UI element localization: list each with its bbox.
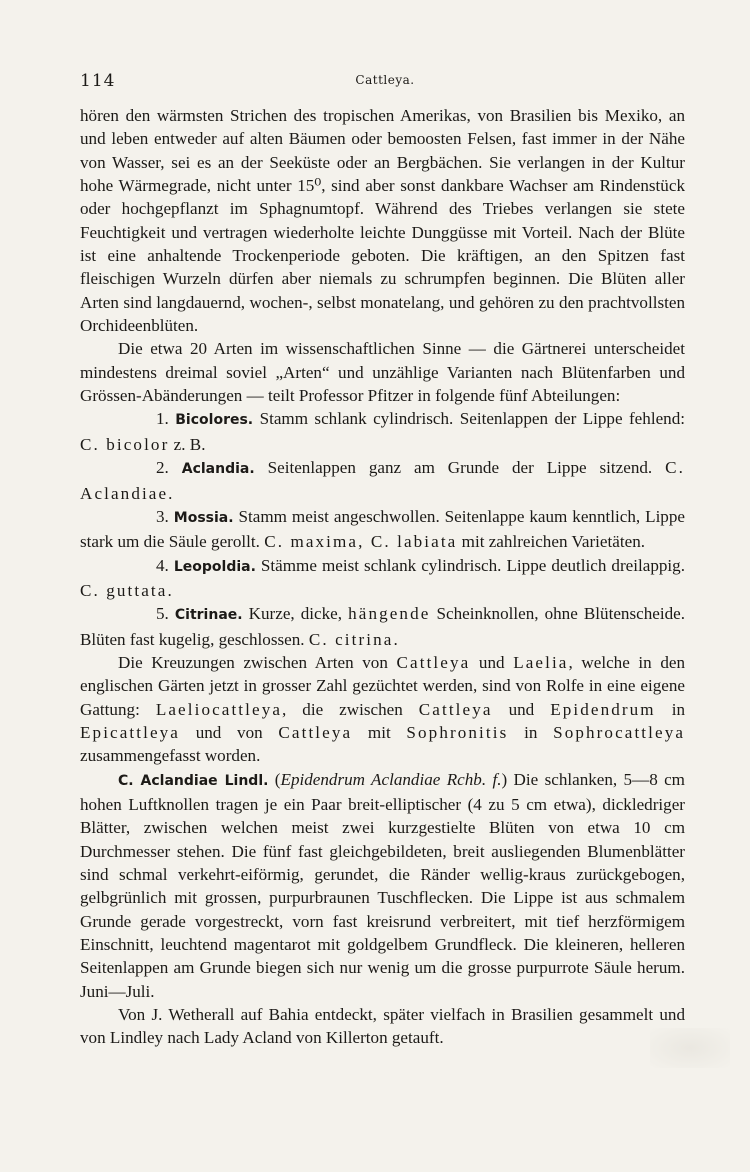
section-species: C. bicolor [80,434,170,454]
page-number: 114 [80,71,116,91]
genus-name: Sophronitis [406,722,509,742]
section-item [80,554,685,603]
section-item [80,505,685,554]
paragraph-climate: hören den wärmsten Strichen des tropischen Amerikas, von Brasilien bis Mexiko, an und leben entweder auf alten Bäumen oder bemoosten Felsen, fast immer in der Nähe von Wasser, sei es an der Seeküste oder an Bergbächen. Sie verlangen in der Kultur hohe Wärmegrade, nicht unter 15⁰, sind aber sonst dankbare Wachser am Rindenstück oder hochgepflanzt im Sphagnumtopf. Während des Triebes verlangen sie stete Feuchtigkeit und vertragen wiederholte leichte Dunggüsse mit Vorteil. Nach der Blüte ist eine anhaltende Trockenperiode geboten. Die kräftigen, an den Spitzen fast fleischigen Wurzeln dürfen aber niemals zu schrumpfen beginnen. Die Blüten aller Arten sind langdauernd, wochen-, selbst monatelang, und gehören zu den prachtvollsten Orchideenblüten. [80,106,685,336]
section-text: Stämme meist schlank cylindrisch. Lippe deutlich dreilappig. [260,555,685,575]
page-header [80,71,690,97]
section-text: Stamm meist angeschwollen. Seitenlappe kaum kenntlich, Lippe stark um die Säule gerollt. [80,506,685,552]
body-text [80,104,685,1050]
genus-name: Sophrocattleya [553,722,686,742]
species-synonym: Epidendrum Aclandiae Rchb. f. [280,769,502,789]
section-species: C. maxima, C. labiata [264,532,458,552]
hybrid-text: , die zwischen [282,699,403,719]
section-emphasis: hängende [348,604,431,624]
section-name: Citrinae. [174,607,243,624]
hybrid-text: und [478,652,505,672]
hybrid-text: zusammengefasst worden. [80,746,261,766]
species-heading: C. Aclandiae Lindl. [118,772,269,789]
section-species: C. citrina. [308,629,400,649]
species-description: Die schlanken, 5—8 cm hohen Luftknollen tragen je ein Paar breit-elliptischer (4 zu 5 cm etwa), dickledriger Blätter, zwischen welchen meist zwei kurzgestielte Blüten von etwa 10 cm Durchmesser stehen. Die fünf fast gleichgebildeten, breit ausliegenden Blumenblätter sind schmal verkehrt-eiförmig, gerundet, die Ränder wellig-kraus zurückgebogen, gelbgrünlich mit grossen, purpurbraunen Tuschflecken. Die Lippe ist aus schmalem Grunde gerade vorgestreckt, vorn fast kreisrund verbreitert, mit tief herzförmigem Einschnitt, leuchtend magentarot mit goldgelbem Grundfleck. Die kleineren, helleren Seitenlappen am Grunde biegen sich nur wenig um die grosse purpurrote Säule herum. Juni—Juli. [80,769,685,1001]
hybrid-text: und von [195,722,263,742]
section-text: Seitenlappen ganz am Grunde der Lippe sitzend. [267,458,653,478]
synonym-paren-close: ) [501,769,508,789]
synonym-paren-open: ( [274,769,281,789]
section-item [80,456,685,505]
page-smudge [650,1028,730,1068]
hybrid-text: in [524,722,538,742]
paragraph-species-entry [80,768,685,1003]
section-suffix: mit zahlreichen Varietäten. [461,532,646,552]
section-number: 5. [156,604,169,624]
hybrid-text: in [671,699,686,719]
genus-name: Laeliocattleya [155,699,283,719]
section-name: Bicolores. [175,412,254,429]
section-number: 4. [156,555,169,575]
hybrid-text: , welche in den englischen Gärten jetzt in grosser Zahl gezüchtet werden, sind von Rolfe in eine eigene Gattung: [80,652,685,719]
paragraph-discovery: Von J. Wetherall auf Bahia entdeckt, später vielfach in Brasilien gesammelt und von Lindley nach Lady Acland von Killerton getauft. [80,1005,685,1048]
section-species: C. guttata. [80,580,174,600]
section-item [80,602,685,651]
section-text: Kurze, dicke, [248,604,343,624]
section-suffix: z. B. [173,434,206,454]
genus-name: Cattleya [418,699,493,719]
genus-name: Epidendrum [550,699,656,719]
genus-name: Cattleya [396,652,471,672]
paragraph-hybrids [80,651,685,768]
section-number: 3. [156,506,169,526]
section-name: Mossia. [173,509,234,526]
section-text: Stamm schlank cylindrisch. Seitenlappen der Lippe fehlend: [259,409,686,429]
hybrid-text: mit [367,722,391,742]
section-number: 1. [156,409,169,429]
section-item [80,407,685,456]
genus-name: Cattleya [278,722,353,742]
section-text-2: Scheinknollen, ohne Blütenscheide. Blüten fast kugelig, geschlossen. [80,604,685,649]
genus-name: Laelia [513,652,569,672]
hybrid-text: Die Kreuzungen zwischen Arten von [118,652,388,672]
paragraph-classification: Die etwa 20 Arten im wissenschaftlichen Sinne — die Gärtnerei unterscheidet mindestens dreimal soviel „Arten“ und unzählige Varianten nach Blütenfarben und Grössen-Abänderungen — teilt Professor Pfitzer in folgende fünf Abteilungen: [80,339,685,406]
section-name: Leopoldia. [173,558,256,575]
section-name: Aclandia. [181,461,255,478]
section-species: C. Aclandiae. [80,458,685,503]
genus-name: Epicattleya [80,722,180,742]
running-title: Cattleya. [355,73,415,87]
section-number: 2. [156,458,169,478]
hybrid-text: und [508,699,535,719]
